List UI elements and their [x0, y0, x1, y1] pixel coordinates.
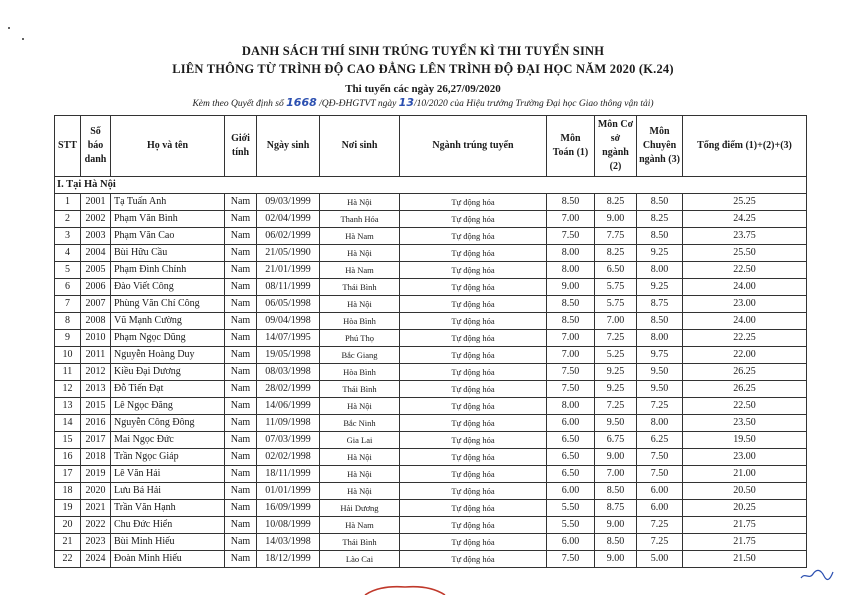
- cell-base: 6.75: [595, 432, 637, 449]
- cell-base: 9.00: [595, 211, 637, 228]
- cell-sbd: 2004: [81, 245, 111, 262]
- cell-stt: 13: [55, 398, 81, 415]
- table-row: [55, 517, 807, 534]
- table-row: [55, 194, 807, 211]
- cell-stt: 20: [55, 517, 81, 534]
- cell-base: 7.25: [595, 398, 637, 415]
- cell-special: 8.25: [637, 211, 683, 228]
- cell-name: Nguyễn Công Đông: [111, 415, 225, 432]
- cell-special: 5.00: [637, 551, 683, 568]
- cell-sbd: 2001: [81, 194, 111, 211]
- cell-total: 23.75: [683, 228, 807, 245]
- table-row: [55, 228, 807, 245]
- cell-math: 7.00: [547, 330, 595, 347]
- cell-special: 7.25: [637, 534, 683, 551]
- cell-stt: 8: [55, 313, 81, 330]
- cell-sbd: 2007: [81, 296, 111, 313]
- cell-major: Tự động hóa: [400, 432, 547, 449]
- cell-dob: 09/03/1999: [257, 194, 320, 211]
- cell-total: 24.00: [683, 313, 807, 330]
- cell-base: 5.25: [595, 347, 637, 364]
- cell-gender: Nam: [225, 381, 257, 398]
- cell-special: 7.25: [637, 517, 683, 534]
- signature-mark: [800, 568, 834, 582]
- cell-sbd: 2015: [81, 398, 111, 415]
- cell-base: 8.50: [595, 483, 637, 500]
- table-row: [55, 415, 807, 432]
- table-row: [55, 551, 807, 568]
- table-row: [55, 245, 807, 262]
- cell-sbd: 2024: [81, 551, 111, 568]
- cell-base: 9.50: [595, 415, 637, 432]
- header-birthplace: Nơi sinh: [320, 116, 400, 177]
- header-stt: STT: [55, 116, 81, 177]
- cell-birthplace: Hà Nội: [320, 245, 400, 262]
- cell-stt: 17: [55, 466, 81, 483]
- cell-name: Chu Đức Hiển: [111, 517, 225, 534]
- decision-prefix: Kèm theo Quyết định số: [192, 99, 284, 109]
- cell-birthplace: Hà Nam: [320, 228, 400, 245]
- cell-base: 5.75: [595, 279, 637, 296]
- cell-base: 8.25: [595, 245, 637, 262]
- cell-sbd: 2022: [81, 517, 111, 534]
- cell-total: 21.75: [683, 517, 807, 534]
- cell-major: Tự động hóa: [400, 466, 547, 483]
- cell-name: Đoàn Minh Hiếu: [111, 551, 225, 568]
- document-title-line1: DANH SÁCH THÍ SINH TRÚNG TUYỂN KÌ THI TUYỂN SINH: [241, 44, 605, 58]
- cell-name: Phạm Văn Bình: [111, 211, 225, 228]
- cell-gender: Nam: [225, 262, 257, 279]
- table-row: [55, 381, 807, 398]
- cell-dob: 11/09/1998: [257, 415, 320, 432]
- cell-name: Mai Ngọc Đức: [111, 432, 225, 449]
- cell-sbd: 2006: [81, 279, 111, 296]
- cell-stt: 3: [55, 228, 81, 245]
- cell-birthplace: Hà Nội: [320, 398, 400, 415]
- cell-sbd: 2013: [81, 381, 111, 398]
- cell-total: 22.50: [683, 262, 807, 279]
- cell-math: 8.00: [547, 262, 595, 279]
- cell-dob: 18/12/1999: [257, 551, 320, 568]
- cell-math: 8.50: [547, 296, 595, 313]
- cell-name: Đỗ Tiến Đạt: [111, 381, 225, 398]
- cell-dob: 14/03/1998: [257, 534, 320, 551]
- decision-reference: [0, 96, 846, 109]
- cell-stt: 9: [55, 330, 81, 347]
- cell-major: Tự động hóa: [400, 415, 547, 432]
- cell-math: 8.00: [547, 245, 595, 262]
- cell-major: Tự động hóa: [400, 517, 547, 534]
- cell-birthplace: Gia Lai: [320, 432, 400, 449]
- cell-birthplace: Phú Thọ: [320, 330, 400, 347]
- cell-name: Tạ Tuấn Anh: [111, 194, 225, 211]
- cell-stt: 18: [55, 483, 81, 500]
- cell-name: Phùng Văn Chí Công: [111, 296, 225, 313]
- header-dob: Ngày sinh: [257, 116, 320, 177]
- cell-math: 9.00: [547, 279, 595, 296]
- cell-dob: 10/08/1999: [257, 517, 320, 534]
- cell-math: 7.00: [547, 211, 595, 228]
- cell-birthplace: Hà Nội: [320, 483, 400, 500]
- cell-special: 9.25: [637, 245, 683, 262]
- cell-base: 8.75: [595, 500, 637, 517]
- cell-gender: Nam: [225, 330, 257, 347]
- cell-stt: 6: [55, 279, 81, 296]
- cell-major: Tự động hóa: [400, 483, 547, 500]
- cell-stt: 15: [55, 432, 81, 449]
- cell-name: Bùi Hữu Cầu: [111, 245, 225, 262]
- cell-total: 20.25: [683, 500, 807, 517]
- cell-total: 23.00: [683, 449, 807, 466]
- cell-stt: 14: [55, 415, 81, 432]
- cell-special: 8.00: [637, 415, 683, 432]
- cell-base: 6.50: [595, 262, 637, 279]
- table-row: [55, 347, 807, 364]
- table-header-row: [55, 116, 807, 177]
- cell-special: 9.50: [637, 364, 683, 381]
- cell-total: 26.25: [683, 364, 807, 381]
- cell-gender: Nam: [225, 296, 257, 313]
- cell-dob: 14/06/1999: [257, 398, 320, 415]
- cell-sbd: 2010: [81, 330, 111, 347]
- cell-birthplace: Bắc Giang: [320, 347, 400, 364]
- cell-total: 24.25: [683, 211, 807, 228]
- cell-major: Tự động hóa: [400, 398, 547, 415]
- cell-special: 8.50: [637, 313, 683, 330]
- cell-stt: 19: [55, 500, 81, 517]
- cell-major: Tự động hóa: [400, 551, 547, 568]
- table-row: [55, 534, 807, 551]
- cell-special: 7.50: [637, 449, 683, 466]
- cell-name: Phạm Văn Cao: [111, 228, 225, 245]
- cell-special: 6.25: [637, 432, 683, 449]
- cell-base: 7.75: [595, 228, 637, 245]
- cell-name: Trần Ngọc Giáp: [111, 449, 225, 466]
- cell-name: Kiều Đại Dương: [111, 364, 225, 381]
- scan-mark: [8, 27, 10, 29]
- cell-dob: 08/03/1998: [257, 364, 320, 381]
- table-row: [55, 483, 807, 500]
- cell-base: 9.25: [595, 381, 637, 398]
- cell-sbd: 2012: [81, 364, 111, 381]
- cell-birthplace: Lào Cai: [320, 551, 400, 568]
- cell-dob: 02/02/1998: [257, 449, 320, 466]
- table-row: [55, 432, 807, 449]
- cell-math: 7.50: [547, 551, 595, 568]
- decision-day: 13: [398, 96, 414, 109]
- table-row: [55, 211, 807, 228]
- cell-special: 7.50: [637, 466, 683, 483]
- cell-math: 8.00: [547, 398, 595, 415]
- cell-name: Nguyễn Hoàng Duy: [111, 347, 225, 364]
- cell-gender: Nam: [225, 466, 257, 483]
- cell-math: 7.00: [547, 347, 595, 364]
- cell-dob: 21/01/1999: [257, 262, 320, 279]
- cell-major: Tự động hóa: [400, 194, 547, 211]
- cell-sbd: 2020: [81, 483, 111, 500]
- cell-math: 8.50: [547, 313, 595, 330]
- cell-birthplace: Thái Bình: [320, 381, 400, 398]
- cell-base: 9.00: [595, 517, 637, 534]
- cell-dob: 28/02/1999: [257, 381, 320, 398]
- cell-birthplace: Hà Nội: [320, 296, 400, 313]
- cell-sbd: 2002: [81, 211, 111, 228]
- table-row: [55, 296, 807, 313]
- cell-sbd: 2019: [81, 466, 111, 483]
- cell-dob: 02/04/1999: [257, 211, 320, 228]
- cell-major: Tự động hóa: [400, 245, 547, 262]
- cell-math: 6.50: [547, 466, 595, 483]
- cell-special: 6.00: [637, 483, 683, 500]
- cell-total: 23.50: [683, 415, 807, 432]
- cell-math: 5.50: [547, 517, 595, 534]
- cell-total: 22.50: [683, 398, 807, 415]
- cell-stt: 22: [55, 551, 81, 568]
- cell-math: 5.50: [547, 500, 595, 517]
- cell-stt: 1: [55, 194, 81, 211]
- cell-total: 23.00: [683, 296, 807, 313]
- cell-total: 24.00: [683, 279, 807, 296]
- cell-special: 8.75: [637, 296, 683, 313]
- cell-name: Vũ Mạnh Cường: [111, 313, 225, 330]
- cell-birthplace: Hà Nam: [320, 517, 400, 534]
- admission-results-table: [54, 115, 807, 568]
- cell-birthplace: Hải Dương: [320, 500, 400, 517]
- stamp-partial-icon: [360, 585, 450, 595]
- table-row: [55, 262, 807, 279]
- header-sbd: Số báo danh: [81, 116, 111, 177]
- cell-dob: 16/09/1999: [257, 500, 320, 517]
- header-total: Tổng điểm (1)+(2)+(3): [683, 116, 807, 177]
- cell-gender: Nam: [225, 449, 257, 466]
- cell-math: 6.00: [547, 415, 595, 432]
- cell-special: 9.75: [637, 347, 683, 364]
- cell-major: Tự động hóa: [400, 330, 547, 347]
- cell-major: Tự động hóa: [400, 347, 547, 364]
- cell-total: 22.25: [683, 330, 807, 347]
- cell-base: 9.00: [595, 551, 637, 568]
- cell-sbd: 2018: [81, 449, 111, 466]
- section-label: I. Tại Hà Nội: [55, 177, 807, 194]
- cell-stt: 11: [55, 364, 81, 381]
- decision-middle: /QĐ-ĐHGTVT ngày: [319, 99, 397, 109]
- cell-dob: 01/01/1999: [257, 483, 320, 500]
- cell-stt: 4: [55, 245, 81, 262]
- table-row: [55, 313, 807, 330]
- cell-stt: 7: [55, 296, 81, 313]
- header-name: Họ và tên: [111, 116, 225, 177]
- section-row: [55, 177, 807, 194]
- cell-birthplace: Hòa Bình: [320, 364, 400, 381]
- exam-dates: Thi tuyển các ngày 26,27/09/2020: [345, 83, 501, 95]
- cell-birthplace: Hà Nội: [320, 194, 400, 211]
- cell-birthplace: Bắc Ninh: [320, 415, 400, 432]
- cell-base: 7.25: [595, 330, 637, 347]
- cell-birthplace: Thanh Hóa: [320, 211, 400, 228]
- cell-name: Lê Văn Hải: [111, 466, 225, 483]
- cell-stt: 16: [55, 449, 81, 466]
- cell-major: Tự động hóa: [400, 364, 547, 381]
- cell-total: 26.25: [683, 381, 807, 398]
- cell-sbd: 2021: [81, 500, 111, 517]
- cell-math: 8.50: [547, 194, 595, 211]
- cell-math: 6.00: [547, 534, 595, 551]
- cell-major: Tự động hóa: [400, 381, 547, 398]
- cell-name: Phạm Đình Chính: [111, 262, 225, 279]
- cell-stt: 21: [55, 534, 81, 551]
- cell-base: 8.25: [595, 194, 637, 211]
- cell-gender: Nam: [225, 398, 257, 415]
- cell-dob: 06/05/1998: [257, 296, 320, 313]
- header-gender: Giới tính: [225, 116, 257, 177]
- cell-dob: 07/03/1999: [257, 432, 320, 449]
- cell-gender: Nam: [225, 211, 257, 228]
- cell-gender: Nam: [225, 245, 257, 262]
- cell-major: Tự động hóa: [400, 534, 547, 551]
- cell-math: 7.50: [547, 364, 595, 381]
- cell-gender: Nam: [225, 551, 257, 568]
- cell-sbd: 2011: [81, 347, 111, 364]
- cell-gender: Nam: [225, 432, 257, 449]
- cell-dob: 21/05/1990: [257, 245, 320, 262]
- cell-dob: 09/04/1998: [257, 313, 320, 330]
- cell-math: 7.50: [547, 228, 595, 245]
- cell-special: 8.50: [637, 194, 683, 211]
- cell-gender: Nam: [225, 347, 257, 364]
- cell-math: 6.00: [547, 483, 595, 500]
- cell-stt: 2: [55, 211, 81, 228]
- cell-major: Tự động hóa: [400, 211, 547, 228]
- cell-sbd: 2017: [81, 432, 111, 449]
- table-row: [55, 449, 807, 466]
- cell-gender: Nam: [225, 364, 257, 381]
- cell-gender: Nam: [225, 534, 257, 551]
- cell-dob: 06/02/1999: [257, 228, 320, 245]
- cell-dob: 08/11/1999: [257, 279, 320, 296]
- cell-math: 6.50: [547, 432, 595, 449]
- header-major: Ngành trúng tuyển: [400, 116, 547, 177]
- table-row: [55, 398, 807, 415]
- cell-name: Bùi Minh Hiếu: [111, 534, 225, 551]
- cell-sbd: 2008: [81, 313, 111, 330]
- cell-math: 6.50: [547, 449, 595, 466]
- table-row: [55, 364, 807, 381]
- cell-base: 5.75: [595, 296, 637, 313]
- cell-base: 8.50: [595, 534, 637, 551]
- cell-stt: 10: [55, 347, 81, 364]
- cell-dob: 19/05/1998: [257, 347, 320, 364]
- cell-birthplace: Hòa Bình: [320, 313, 400, 330]
- cell-gender: Nam: [225, 194, 257, 211]
- cell-special: 8.50: [637, 228, 683, 245]
- cell-gender: Nam: [225, 313, 257, 330]
- cell-major: Tự động hóa: [400, 262, 547, 279]
- cell-birthplace: Thái Bình: [320, 279, 400, 296]
- cell-name: Phạm Ngọc Dũng: [111, 330, 225, 347]
- decision-number: 1668: [286, 96, 317, 109]
- cell-total: 25.50: [683, 245, 807, 262]
- cell-stt: 12: [55, 381, 81, 398]
- cell-base: 9.25: [595, 364, 637, 381]
- cell-birthplace: Thái Bình: [320, 534, 400, 551]
- cell-special: 8.00: [637, 262, 683, 279]
- cell-dob: 14/07/1995: [257, 330, 320, 347]
- cell-special: 8.00: [637, 330, 683, 347]
- cell-special: 6.00: [637, 500, 683, 517]
- cell-major: Tự động hóa: [400, 449, 547, 466]
- cell-total: 19.50: [683, 432, 807, 449]
- cell-stt: 5: [55, 262, 81, 279]
- cell-gender: Nam: [225, 500, 257, 517]
- cell-major: Tự động hóa: [400, 313, 547, 330]
- cell-total: 20.50: [683, 483, 807, 500]
- header-base: Môn Cơ sở ngành (2): [595, 116, 637, 177]
- cell-dob: 18/11/1999: [257, 466, 320, 483]
- cell-birthplace: Hà Nội: [320, 466, 400, 483]
- header-special: Môn Chuyên ngành (3): [637, 116, 683, 177]
- cell-major: Tự động hóa: [400, 296, 547, 313]
- document-title-line2: LIÊN THÔNG TỪ TRÌNH ĐỘ CAO ĐẲNG LÊN TRÌNH ĐỘ ĐẠI HỌC NĂM 2020 (K.24): [172, 62, 674, 76]
- table-row: [55, 279, 807, 296]
- cell-name: Đào Viết Công: [111, 279, 225, 296]
- cell-special: 9.50: [637, 381, 683, 398]
- cell-special: 9.25: [637, 279, 683, 296]
- cell-name: Trần Văn Hạnh: [111, 500, 225, 517]
- decision-suffix: /10/2020 của Hiệu trưởng Trường Đại học Giao thông vận tải): [413, 99, 654, 109]
- cell-name: Lê Ngọc Đăng: [111, 398, 225, 415]
- cell-gender: Nam: [225, 483, 257, 500]
- cell-gender: Nam: [225, 228, 257, 245]
- cell-birthplace: Hà Nam: [320, 262, 400, 279]
- cell-sbd: 2005: [81, 262, 111, 279]
- cell-total: 21.75: [683, 534, 807, 551]
- table-row: [55, 500, 807, 517]
- cell-birthplace: Hà Nội: [320, 449, 400, 466]
- cell-gender: Nam: [225, 415, 257, 432]
- cell-major: Tự động hóa: [400, 279, 547, 296]
- cell-major: Tự động hóa: [400, 500, 547, 517]
- cell-total: 21.00: [683, 466, 807, 483]
- cell-sbd: 2003: [81, 228, 111, 245]
- cell-gender: Nam: [225, 279, 257, 296]
- cell-major: Tự động hóa: [400, 228, 547, 245]
- cell-total: 22.00: [683, 347, 807, 364]
- cell-math: 7.50: [547, 381, 595, 398]
- cell-sbd: 2023: [81, 534, 111, 551]
- table-row: [55, 466, 807, 483]
- cell-sbd: 2016: [81, 415, 111, 432]
- cell-total: 21.50: [683, 551, 807, 568]
- cell-base: 7.00: [595, 466, 637, 483]
- cell-name: Lưu Bá Hải: [111, 483, 225, 500]
- table-row: [55, 330, 807, 347]
- cell-total: 25.25: [683, 194, 807, 211]
- scan-mark: [22, 38, 24, 40]
- cell-special: 7.25: [637, 398, 683, 415]
- cell-base: 9.00: [595, 449, 637, 466]
- cell-gender: Nam: [225, 517, 257, 534]
- header-math: Môn Toán (1): [547, 116, 595, 177]
- cell-base: 7.00: [595, 313, 637, 330]
